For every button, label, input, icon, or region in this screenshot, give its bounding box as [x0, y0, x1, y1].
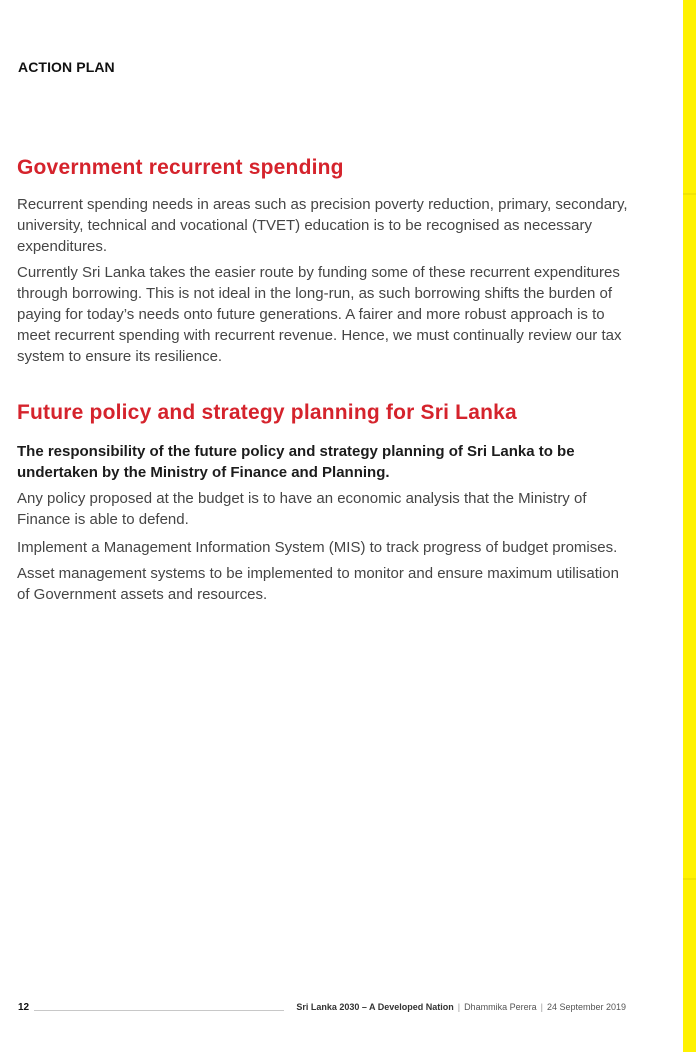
- accent-bar-tick: [683, 878, 696, 880]
- paragraph: Recurrent spending needs in areas such as precision poverty reduction, primary, secondary, university, technical and vocational (TVET) education is to be recognised as necessary expenditures.: [17, 196, 628, 255]
- section-label: ACTION PLAN: [18, 59, 115, 75]
- heading-future-policy-planning: Future policy and strategy planning for Sri Lanka: [17, 401, 517, 424]
- footer-separator: |: [457, 1002, 461, 1012]
- footer-document-title: Sri Lanka 2030 – A Developed Nation: [296, 1002, 454, 1012]
- heading-government-recurrent-spending: Government recurrent spending: [17, 156, 344, 179]
- footer-author: Dhammika Perera: [464, 1002, 537, 1012]
- paragraph: Currently Sri Lanka takes the easier route by funding some of these recurrent expenditures through borrowing. This is not ideal in the long-run, as such borrowing shifts the burden of paying for today’s needs onto future generations. A fairer and more robust approach is to meet recurrent spending with recurrent revenue. Hence, we must continually review our tax system to ensure its resilience.: [17, 264, 622, 365]
- page-footer: [18, 1002, 626, 1018]
- footer-text: [296, 1002, 626, 1012]
- lead-paragraph: The responsibility of the future policy and strategy planning of Sri Lanka to be undertaken by the Ministry of Finance and Planning.: [17, 443, 575, 481]
- page-number: 12: [18, 1002, 30, 1013]
- footer-date: 24 September 2019: [546, 1002, 626, 1012]
- side-accent-bar: [683, 0, 696, 1052]
- paragraph: Implement a Management Information System (MIS) to track progress of budget promises.: [17, 539, 618, 556]
- accent-bar-tick: [683, 193, 696, 195]
- footer-divider: [34, 1010, 284, 1011]
- footer-separator: |: [540, 1002, 543, 1012]
- paragraph: Asset management systems to be implemented to monitor and ensure maximum utilisation of Government assets and resources.: [17, 565, 619, 603]
- paragraph: Any policy proposed at the budget is to have an economic analysis that the Ministry of Finance is able to defend.: [17, 490, 587, 528]
